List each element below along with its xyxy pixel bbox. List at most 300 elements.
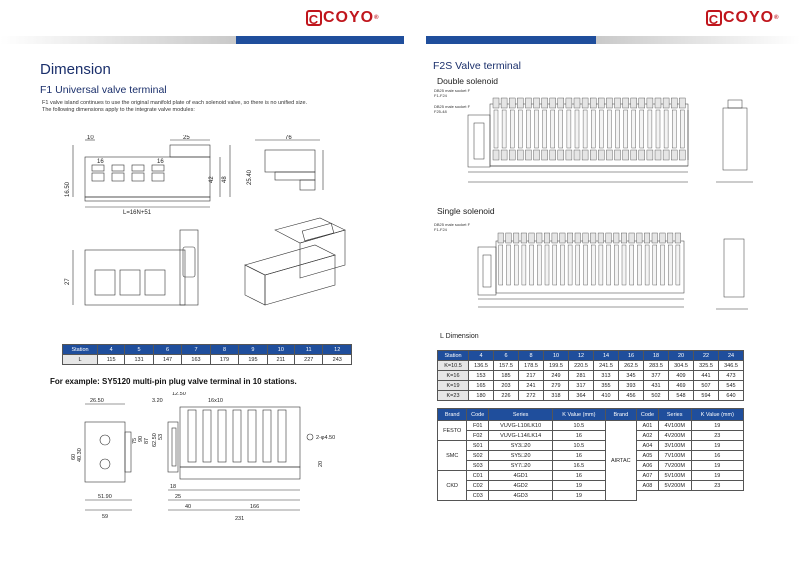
valve-coil (675, 233, 681, 243)
l-table-header-cell: 16 (619, 351, 644, 361)
valve-coil (606, 98, 612, 108)
table-row (438, 371, 744, 381)
brand-k-cell: 10.5 (553, 421, 605, 431)
length-cell: 131 (125, 355, 153, 365)
valve-coil (529, 233, 535, 243)
valve-body (680, 110, 684, 148)
valve-body (661, 245, 665, 285)
dim-62-50: 62.50 (152, 433, 158, 447)
table-row (438, 481, 744, 491)
table-row (438, 441, 744, 451)
valve-coil (521, 233, 527, 243)
valve-coil (647, 150, 653, 160)
valve-body (522, 245, 526, 285)
valve-coil (647, 98, 653, 108)
l-table-header-cell: Station (438, 351, 469, 361)
brand-k-cell: 19 (691, 471, 743, 481)
valve-coil (542, 150, 548, 160)
dim-40: 40 (185, 504, 192, 510)
valve-coil (637, 233, 643, 243)
note-line: DB25 male socket F (434, 104, 471, 109)
l-value-cell: 281 (569, 371, 594, 381)
station-cell: 9 (239, 345, 267, 355)
brand-k-cell: 16 (691, 451, 743, 461)
brand-code-cell: S02 (467, 451, 489, 461)
valve-body (583, 110, 587, 148)
valve-coil (574, 98, 580, 108)
k-label-cell: K=19 (438, 381, 469, 391)
valve-coil (679, 98, 685, 108)
description-line-1: F1 valve island continues to use the original manifold plate of each solenoid valve, so there is no unified size. (42, 100, 308, 106)
brand-series-cell: 4GD3 (489, 491, 553, 501)
valve-coil (590, 233, 596, 243)
dim-51-90: 51.90 (98, 494, 112, 500)
brand-series-cell: 7V100M (658, 451, 691, 461)
brand-k-value-table (437, 408, 744, 501)
brand-cell: FESTO (438, 421, 467, 441)
l-value-cell: 249 (544, 371, 569, 381)
header-band-blue-right (426, 36, 596, 44)
l-table-header-cell: 10 (544, 351, 569, 361)
table-row (438, 451, 744, 461)
valve-coil (621, 233, 627, 243)
note-line: F25-48 (434, 109, 447, 114)
brand-table-header-cell: Brand (605, 409, 637, 421)
dim-59: 59 (102, 514, 109, 520)
l-value-cell: 241 (519, 381, 544, 391)
valve-coil (566, 98, 572, 108)
valve-coil (566, 150, 572, 160)
brand-code-cell: A08 (637, 481, 659, 491)
brand-code-cell: A02 (637, 431, 659, 441)
description (42, 100, 372, 114)
length-cell: 227 (295, 355, 323, 365)
brand-series-cell: VUVG-L10/LK10 (489, 421, 553, 431)
l-value-cell: 364 (569, 391, 594, 401)
header-band-gray-left (0, 36, 236, 44)
single-solenoid-title: Single solenoid (437, 206, 495, 216)
brand-series-cell: 7V200M (658, 461, 691, 471)
valve-body (560, 245, 564, 285)
brand-table-header-cell: Code (467, 409, 489, 421)
valve-body (584, 245, 588, 285)
station-length-table (62, 344, 352, 365)
dim-3-20: 3.20 (152, 398, 163, 404)
valve-coil (652, 233, 658, 243)
valve-body (530, 245, 534, 285)
example-heading: For example: SY5120 multi-pin plug valve terminal in 10 stations. (50, 377, 297, 386)
coyo-logo-left: C COYO® (306, 8, 380, 28)
valve-coil (655, 98, 661, 108)
valve-body (668, 245, 672, 285)
coyo-logo-right: C COYO® (706, 8, 780, 28)
station-cell: 11 (295, 345, 323, 355)
valve-body (576, 245, 580, 285)
length-label: L (63, 355, 98, 365)
brand-k-cell: 10.5 (553, 441, 605, 451)
valve-coil (679, 150, 685, 160)
l-value-cell: 640 (719, 391, 744, 401)
valve-coil (644, 233, 650, 243)
brand-k-cell (691, 491, 743, 501)
length-cell: 163 (182, 355, 210, 365)
valve-coil (513, 233, 519, 243)
l-value-cell: 355 (594, 381, 619, 391)
l-value-cell: 456 (619, 391, 644, 401)
l-value-cell: 325.5 (694, 361, 719, 371)
valve-coil (509, 150, 515, 160)
brand-code-cell: S01 (467, 441, 489, 451)
brand-code-cell: C03 (467, 491, 489, 501)
l-value-cell: 469 (669, 381, 694, 391)
valve-body (502, 110, 506, 148)
valve-body (568, 245, 572, 285)
brand-code-cell: A01 (637, 421, 659, 431)
brand-k-cell: 19 (553, 481, 605, 491)
l-value-cell: 203 (494, 381, 519, 391)
dim-53: 53 (158, 433, 164, 440)
brand-code-cell: A07 (637, 471, 659, 481)
l-value-cell: 185 (494, 371, 519, 381)
l-value-cell: 262.5 (619, 361, 644, 371)
l-table-header-cell: 22 (694, 351, 719, 361)
brand-series-cell: 5V200M (658, 481, 691, 491)
valve-body (545, 245, 549, 285)
brand-cell: CKD (438, 471, 467, 501)
valve-coil (631, 150, 637, 160)
valve-coil (517, 98, 523, 108)
table-row (438, 461, 744, 471)
valve-body (535, 110, 539, 148)
valve-body (514, 245, 518, 285)
dim-10: 10 (87, 135, 94, 141)
valve-coil (525, 98, 531, 108)
l-value-cell: 241.5 (594, 361, 619, 371)
header-band-gray-right (596, 36, 800, 44)
length-cell: 243 (323, 355, 352, 365)
table-row (438, 391, 744, 401)
valve-coil (537, 233, 543, 243)
valve-body (591, 110, 595, 148)
header-band-blue-left (236, 36, 404, 44)
valve-coil (671, 98, 677, 108)
length-cell: 147 (153, 355, 181, 365)
valve-coil (575, 233, 581, 243)
brand-cell: SMC (438, 441, 467, 471)
dim-231: 231 (235, 516, 245, 522)
table-row (438, 421, 744, 431)
station-cell: 10 (267, 345, 294, 355)
l-table-header-cell: 6 (494, 351, 519, 361)
valve-coil (582, 98, 588, 108)
brand-k-cell: 19 (553, 491, 605, 501)
brand-series-cell: SY7□20 (489, 461, 553, 471)
valve-coil (525, 150, 531, 160)
valve-coil (550, 98, 556, 108)
l-value-cell: 393 (619, 381, 644, 391)
brand-table-header-cell: K Value (mm) (553, 409, 605, 421)
station-cell: 5 (125, 345, 153, 355)
valve-body (622, 245, 626, 285)
valve-coil (663, 98, 669, 108)
valve-body (672, 110, 676, 148)
valve-coil (623, 150, 629, 160)
l-table-header-cell: 8 (519, 351, 544, 361)
length-cell: 115 (98, 355, 125, 365)
dim-42: 42 (209, 176, 215, 183)
l-value-cell: 409 (669, 371, 694, 381)
note-line: F1-F24 (434, 93, 447, 98)
valve-coil (550, 150, 556, 160)
station-cell: 6 (153, 345, 181, 355)
dim-40-30: 40.30 (77, 448, 83, 462)
l-value-cell: 157.5 (494, 361, 519, 371)
valve-coil (598, 150, 604, 160)
length-cell: 211 (267, 355, 294, 365)
valve-body (537, 245, 541, 285)
valve-coil (598, 98, 604, 108)
brand-k-cell: 16 (553, 451, 605, 461)
valve-coil (606, 233, 612, 243)
brand-series-cell: SY3□20 (489, 441, 553, 451)
l-table-header-cell: 4 (469, 351, 494, 361)
dim-20: 20 (318, 460, 324, 467)
brand-code-cell: C01 (467, 471, 489, 481)
f1-drawing (55, 135, 355, 340)
valve-coil (517, 150, 523, 160)
brand-k-cell: 19 (691, 441, 743, 451)
l-value-cell: 283.5 (644, 361, 669, 371)
brand-code-cell: S03 (467, 461, 489, 471)
valve-coil (623, 98, 629, 108)
l-dimension-title: L Dimension (440, 333, 479, 340)
station-cell: 12 (323, 345, 352, 355)
valve-body (567, 110, 571, 148)
length-cell: 179 (210, 355, 238, 365)
l-value-cell: 199.5 (544, 361, 569, 371)
valve-body (494, 110, 498, 148)
brand-code-cell: F01 (467, 421, 489, 431)
brand-series-cell (658, 491, 691, 501)
single-solenoid-drawing (438, 225, 768, 320)
dim-25b: 25 (175, 494, 182, 500)
note-line: DB25 male socket F (434, 222, 471, 227)
l-dimension-table (437, 350, 744, 401)
valve-coil (590, 150, 596, 160)
l-value-cell: 507 (694, 381, 719, 391)
l-value-cell: 502 (644, 391, 669, 401)
l-value-cell: 473 (719, 371, 744, 381)
valve-body (526, 110, 530, 148)
l-value-cell: 217 (519, 371, 544, 381)
brand-k-cell: 16.5 (553, 461, 605, 471)
l-value-cell: 545 (719, 381, 744, 391)
valve-body (591, 245, 595, 285)
dim-hole: 2-φ4.50 (316, 435, 336, 441)
valve-body (630, 245, 634, 285)
valve-coil (671, 150, 677, 160)
section-title-f2s: F2S Valve terminal (433, 60, 521, 72)
l-value-cell: 136.5 (469, 361, 494, 371)
logo-c-icon: C (306, 10, 322, 26)
brand-series-cell: 4GD1 (489, 471, 553, 481)
l-value-cell: 346.5 (719, 361, 744, 371)
dim-27: 27 (65, 278, 71, 285)
l-value-cell: 441 (694, 371, 719, 381)
dim-18: 18 (170, 484, 177, 490)
valve-coil (631, 98, 637, 108)
brand-series-cell: 5V100M (658, 471, 691, 481)
valve-coil (655, 150, 661, 160)
l-value-cell: 180 (469, 391, 494, 401)
valve-body (543, 110, 547, 148)
brand-cell: AIRTAC (605, 421, 637, 501)
l-table-header-cell: 24 (719, 351, 744, 361)
l-table-header-cell: 14 (594, 351, 619, 361)
double-solenoid-drawing (438, 90, 768, 195)
valve-coil (606, 150, 612, 160)
brand-code-cell (637, 491, 659, 501)
valve-body (676, 245, 680, 285)
k-label-cell: K=10.5 (438, 361, 469, 371)
brand-code-cell: A06 (637, 461, 659, 471)
l-value-cell: 304.5 (669, 361, 694, 371)
valve-coil (542, 98, 548, 108)
valve-body (510, 110, 514, 148)
valve-coil (614, 233, 620, 243)
valve-coil (560, 233, 566, 243)
brand-series-cell: 4GD2 (489, 481, 553, 491)
valve-coil (501, 98, 507, 108)
brand-k-cell: 19 (691, 421, 743, 431)
brand-k-cell: 16 (553, 431, 605, 441)
valve-body (599, 245, 603, 285)
brand-table-header-cell: Brand (438, 409, 467, 421)
valve-body (518, 110, 522, 148)
brand-table-header-cell: K Value (mm) (691, 409, 743, 421)
length-formula: L=16N+51 (123, 210, 152, 216)
l-value-cell: 548 (669, 391, 694, 401)
valve-body (575, 110, 579, 148)
valve-coil (629, 233, 635, 243)
valve-body (640, 110, 644, 148)
l-value-cell: 318 (544, 391, 569, 401)
table-row (438, 471, 744, 481)
valve-coil (615, 150, 621, 160)
dim-26-50: 26.50 (90, 398, 104, 404)
valve-body (656, 110, 660, 148)
l-value-cell: 313 (594, 371, 619, 381)
valve-coil (558, 150, 564, 160)
brand-code-cell: C02 (467, 481, 489, 491)
valve-coil (558, 98, 564, 108)
valve-coil (660, 233, 666, 243)
dim-75: 75 (132, 437, 138, 444)
valve-coil (590, 98, 596, 108)
brand-series-cell: 3V100M (658, 441, 691, 451)
valve-coil (582, 150, 588, 160)
valve-body (653, 245, 657, 285)
brand-series-cell: 4V100M (658, 421, 691, 431)
valve-coil (534, 150, 540, 160)
l-value-cell: 377 (644, 371, 669, 381)
dim-16-50: 16.50 (65, 181, 71, 197)
l-value-cell: 317 (569, 381, 594, 391)
l-value-cell: 279 (544, 381, 569, 391)
brand-series-cell: VUVG-L14/LK14 (489, 431, 553, 441)
dim-48: 48 (222, 176, 228, 183)
valve-body (499, 245, 503, 285)
valve-body (559, 110, 563, 148)
note-line: F1-F24 (434, 227, 447, 232)
valve-coil (534, 98, 540, 108)
brand-code-cell: A05 (637, 451, 659, 461)
description-line-2: The following dimensions apply to the integrate valve modules: (42, 107, 195, 113)
valve-body (507, 245, 511, 285)
valve-coil (493, 98, 499, 108)
l-value-cell: 410 (594, 391, 619, 401)
length-cell: 195 (239, 355, 267, 365)
valve-body (599, 110, 603, 148)
valve-coil (493, 150, 499, 160)
valve-body (637, 245, 641, 285)
dim-87: 87 (144, 437, 150, 444)
valve-body (607, 245, 611, 285)
valve-coil (598, 233, 604, 243)
l-table-header-cell: 12 (569, 351, 594, 361)
valve-coil (552, 233, 558, 243)
l-value-cell: 220.5 (569, 361, 594, 371)
valve-coil (509, 98, 515, 108)
valve-coil (663, 150, 669, 160)
brand-table-header-cell: Code (637, 409, 659, 421)
brand-series-cell: SY5□20 (489, 451, 553, 461)
valve-body (614, 245, 618, 285)
dim-16x10: 16x10 (208, 398, 223, 404)
dim-60: 60 (71, 453, 77, 460)
note-line: DB25 male socket F (434, 88, 471, 93)
section-title-f1: F1 Universal valve terminal (40, 84, 167, 96)
table-row (438, 431, 744, 441)
l-value-cell: 178.5 (519, 361, 544, 371)
dim-25: 25 (183, 135, 190, 141)
valve-coil (615, 98, 621, 108)
double-solenoid-title: Double solenoid (437, 76, 498, 86)
brand-code-cell: A04 (637, 441, 659, 451)
l-table-header-cell: 20 (669, 351, 694, 361)
valve-body (551, 110, 555, 148)
dim-76: 76 (285, 135, 292, 141)
l-value-cell: 165 (469, 381, 494, 391)
logo-c-icon: C (706, 10, 722, 26)
station-cell: 8 (210, 345, 238, 355)
valve-body (632, 110, 636, 148)
page-title: Dimension (40, 61, 111, 78)
station-label: Station (63, 345, 98, 355)
dim-12-50: 12.50 (172, 392, 186, 397)
valve-coil (583, 233, 589, 243)
dim-90: 90 (138, 435, 144, 442)
brand-series-cell: 4V200M (658, 431, 691, 441)
brand-k-cell: 23 (691, 431, 743, 441)
valve-coil (501, 150, 507, 160)
valve-body (648, 110, 652, 148)
valve-coil (498, 233, 504, 243)
valve-body (624, 110, 628, 148)
valve-body (616, 110, 620, 148)
l-value-cell: 153 (469, 371, 494, 381)
brand-k-cell: 16 (553, 471, 605, 481)
